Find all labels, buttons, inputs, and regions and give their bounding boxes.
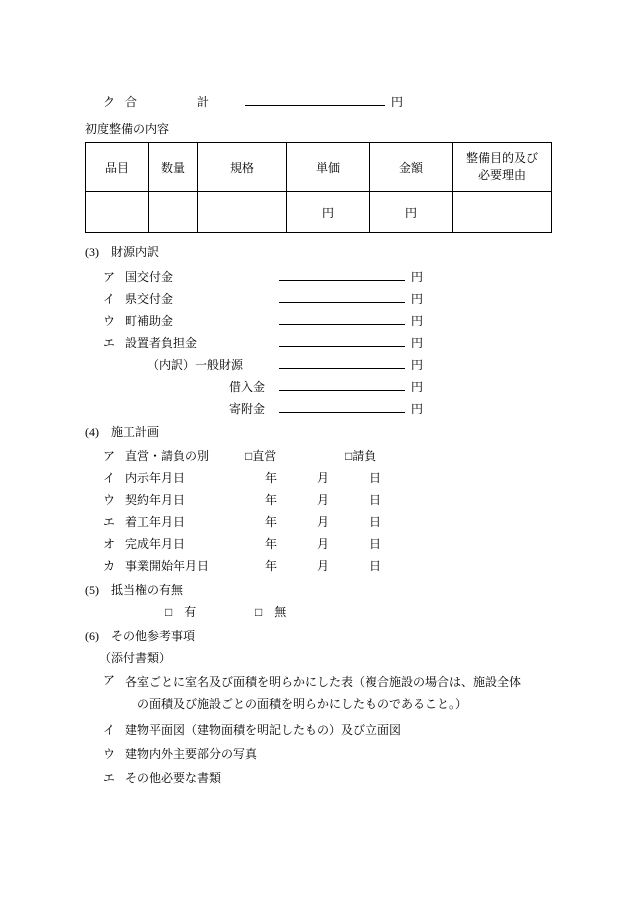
funding-item-blank[interactable] (279, 311, 405, 325)
section-4-title: 施工計画 (111, 425, 160, 439)
date-row-year[interactable]: 年 (265, 493, 278, 507)
attachment-item-kana: ウ (103, 747, 116, 762)
section-6-number: (6) (85, 629, 99, 643)
table-header-qty: 数量 (149, 143, 198, 192)
table-row (86, 192, 552, 233)
attachments-heading-text: （添付書類） (99, 651, 172, 665)
mortgage-options-row (85, 603, 545, 621)
date-row-year[interactable]: 年 (265, 471, 278, 485)
table-cell-amount[interactable]: 円 (370, 192, 453, 233)
table-header-row (86, 143, 552, 192)
funding-item-blank[interactable] (279, 333, 405, 347)
funding-subitem-label: 寄附金 (228, 402, 265, 416)
checkbox-direct-management[interactable]: □直営 (245, 449, 277, 463)
date-row-label: 内示年月日 (125, 471, 186, 485)
funding-subitem-blank[interactable] (279, 399, 405, 413)
funding-item-kana: エ (103, 336, 116, 350)
funding-subitem-blank[interactable] (279, 377, 405, 391)
date-row-day[interactable]: 日 (369, 493, 382, 507)
section-5-number: (5) (85, 583, 99, 597)
date-row-day[interactable]: 日 (369, 515, 382, 529)
date-row (85, 557, 545, 575)
total-row-unit: 円 (391, 95, 404, 109)
checkbox-mortgage-no[interactable]: □ 無 (255, 605, 287, 619)
table-cell-item[interactable] (86, 192, 149, 233)
date-row-label: 契約年月日 (125, 493, 186, 507)
funding-subitem-row (85, 399, 545, 417)
date-row-month[interactable]: 月 (317, 559, 330, 573)
construction-method-kana: ア (103, 449, 116, 463)
date-row-month[interactable]: 月 (317, 493, 330, 507)
initial-equipment-heading-text: 初度整備の内容 (85, 122, 170, 136)
attachment-item-kana: エ (103, 771, 116, 786)
date-row-year[interactable]: 年 (265, 515, 278, 529)
table-header-amount: 金額 (370, 143, 453, 192)
date-row-year[interactable]: 年 (265, 559, 278, 573)
attachment-item (85, 721, 545, 739)
funding-item-unit: 円 (411, 270, 424, 284)
funding-subitem-blank[interactable] (279, 355, 405, 369)
date-row-day[interactable]: 日 (369, 559, 382, 573)
section-4-heading (85, 423, 545, 441)
date-row-year[interactable]: 年 (265, 537, 278, 551)
attachments-heading (85, 649, 545, 667)
date-row-label: 着工年月日 (125, 515, 186, 529)
date-row-kana: ウ (103, 493, 116, 507)
construction-method-label: 直営・請負の別 (125, 449, 210, 463)
date-row (85, 513, 545, 531)
table-header-unitprice: 単価 (287, 143, 370, 192)
table-cell-purpose[interactable] (453, 192, 552, 233)
date-row-label: 完成年月日 (125, 537, 186, 551)
funding-subitem-unit: 円 (411, 380, 424, 394)
funding-item-row (85, 333, 545, 351)
total-row (85, 92, 545, 110)
date-row-kana: オ (103, 537, 116, 551)
section-3-title: 財源内訳 (111, 245, 160, 259)
table-header-item: 品目 (86, 143, 149, 192)
funding-item-label: 設置者負担金 (125, 336, 198, 350)
initial-equipment-heading (85, 120, 545, 138)
funding-item-blank[interactable] (279, 267, 405, 281)
section-6-heading (85, 627, 545, 645)
date-row-kana: イ (103, 471, 116, 485)
section-5-title: 抵当権の有無 (111, 583, 184, 597)
table-cell-qty[interactable] (149, 192, 198, 233)
table-header-purpose-line1: 整備目的及び (465, 150, 538, 165)
checkbox-contract[interactable]: □請負 (345, 449, 377, 463)
initial-equipment-table (85, 142, 552, 233)
attachment-item-line1: 各室ごとに室名及び面積を明らかにした表（複合施設の場合は、施設全体 (125, 675, 522, 689)
date-row-label: 事業開始年月日 (125, 559, 210, 573)
funding-item-unit: 円 (411, 292, 424, 306)
date-row-day[interactable]: 日 (369, 537, 382, 551)
attachment-item-text: その他必要な書類 (125, 771, 222, 786)
funding-item-unit: 円 (411, 314, 424, 328)
attachment-item-kana: イ (103, 723, 116, 738)
date-row-kana: カ (103, 559, 116, 573)
total-row-blank (245, 92, 385, 106)
attachment-item-kana: ア (103, 673, 116, 687)
table-header-purpose (453, 143, 552, 192)
funding-item-unit: 円 (411, 336, 424, 350)
date-row (85, 535, 545, 553)
table-cell-unitprice[interactable]: 円 (287, 192, 370, 233)
section-4-number: (4) (85, 425, 99, 439)
table-cell-spec[interactable] (198, 192, 287, 233)
attachment-item-text (125, 671, 521, 715)
funding-item-label: 町補助金 (125, 314, 174, 328)
funding-subitem-unit: 円 (411, 402, 424, 416)
attachment-item-line2: の面積及び施設ごとの面積を明らかにしたものであること。） (137, 697, 468, 712)
funding-item-kana: ウ (103, 314, 116, 328)
attachment-item (85, 671, 545, 715)
checkbox-mortgage-yes[interactable]: □ 有 (165, 605, 197, 619)
section-6-title: その他参考事項 (111, 629, 196, 643)
attachment-item-text: 建物平面図（建物面積を明記したもの）及び立面図 (125, 723, 402, 738)
table-header-purpose-line2: 必要理由 (477, 168, 526, 182)
funding-subitem-label: （内訳）一般財源 (147, 358, 244, 372)
funding-item-blank[interactable] (279, 289, 405, 303)
attachment-item (85, 745, 545, 763)
funding-item-row (85, 311, 545, 329)
total-row-kana: ク (103, 95, 116, 109)
funding-subitem-label: 借入金 (228, 380, 265, 394)
construction-method-row (85, 447, 545, 465)
date-row-day[interactable]: 日 (369, 471, 382, 485)
funding-subitem-row (85, 377, 545, 395)
date-row (85, 469, 545, 487)
funding-item-kana: ア (103, 270, 116, 284)
funding-item-row (85, 267, 545, 285)
date-row-kana: エ (103, 515, 116, 529)
total-row-label: 合 計 (125, 95, 210, 109)
funding-item-kana: イ (103, 292, 116, 306)
funding-item-label: 県交付金 (125, 292, 174, 306)
section-3-heading (85, 243, 545, 261)
date-row-month[interactable]: 月 (317, 537, 330, 551)
date-row-month[interactable]: 月 (317, 515, 330, 529)
funding-item-label: 国交付金 (125, 270, 174, 284)
funding-subitem-row (85, 355, 545, 373)
attachment-item (85, 769, 545, 787)
section-3-number: (3) (85, 245, 99, 259)
table-header-spec: 規格 (198, 143, 287, 192)
document-content (85, 92, 545, 791)
attachment-item-text: 建物内外主要部分の写真 (125, 747, 258, 762)
funding-subitem-unit: 円 (411, 358, 424, 372)
date-row (85, 491, 545, 509)
section-5-heading (85, 581, 545, 599)
date-row-month[interactable]: 月 (317, 471, 330, 485)
funding-item-row (85, 289, 545, 307)
